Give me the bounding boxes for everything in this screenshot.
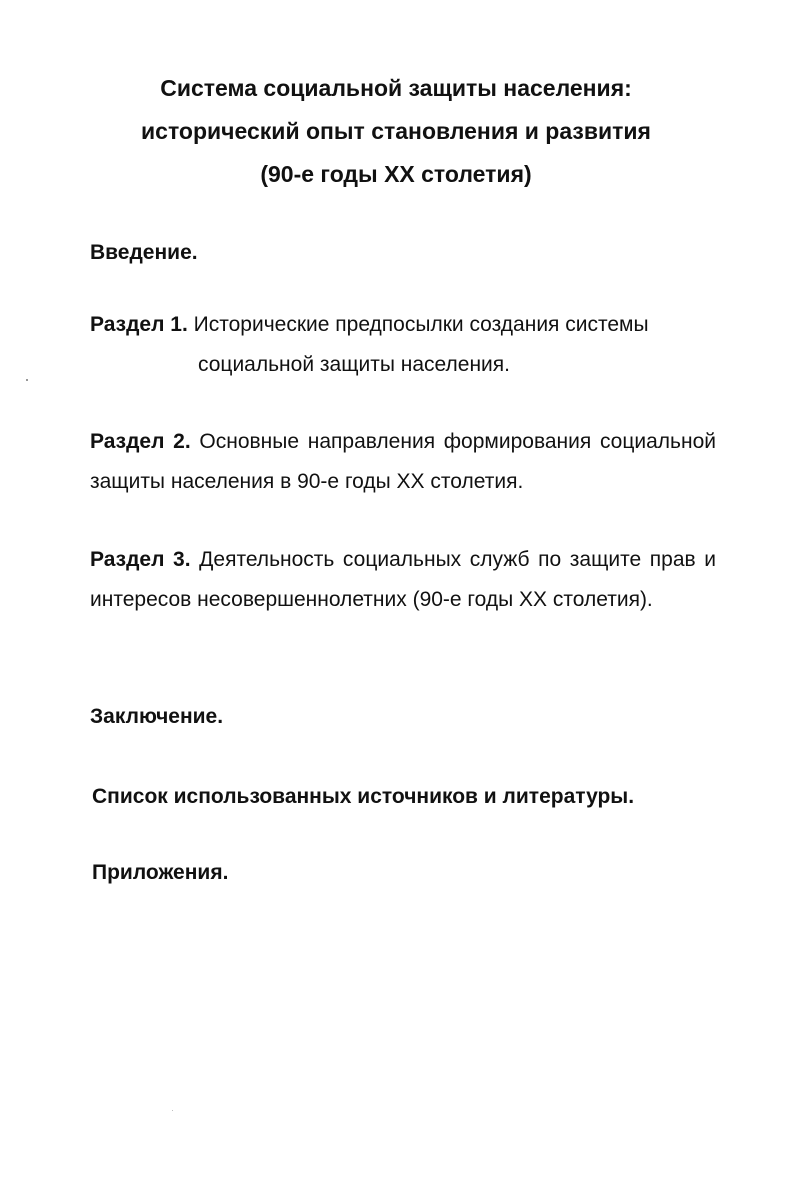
toc-section-3 [90,540,716,620]
section-1-text-line-1: Исторические предпосылки создания системы [193,313,649,336]
section-3-text: Деятельность социальных служб по защите прав и интересов несовершеннолетних (90-е годы XX столетия). [90,548,716,611]
section-3-label: Раздел 3. [90,548,191,571]
title-line-2: исторический опыт становления и развития [141,118,651,144]
scan-speck [26,379,28,381]
toc-conclusion: Заключение. [90,705,224,728]
scan-speck [172,1110,173,1111]
section-1-text-line-2: социальной защиты населения. [198,353,510,376]
toc-intro: Введение. [90,241,198,264]
toc-section-2 [90,422,716,502]
toc-appendix: Приложения. [92,861,229,884]
section-2-label: Раздел 2. [90,430,191,453]
title-line-1: Система социальной защиты населения: [160,75,632,101]
section-1-label: Раздел 1. [90,313,188,336]
toc-sources: Список использованных источников и литературы. [92,785,635,808]
toc-section-1 [90,305,730,385]
section-2-text: Основные направления формирования социальной защиты населения в 90-е годы XX столетия. [90,430,716,493]
title-line-3: (90-е годы XX столетия) [260,161,532,187]
